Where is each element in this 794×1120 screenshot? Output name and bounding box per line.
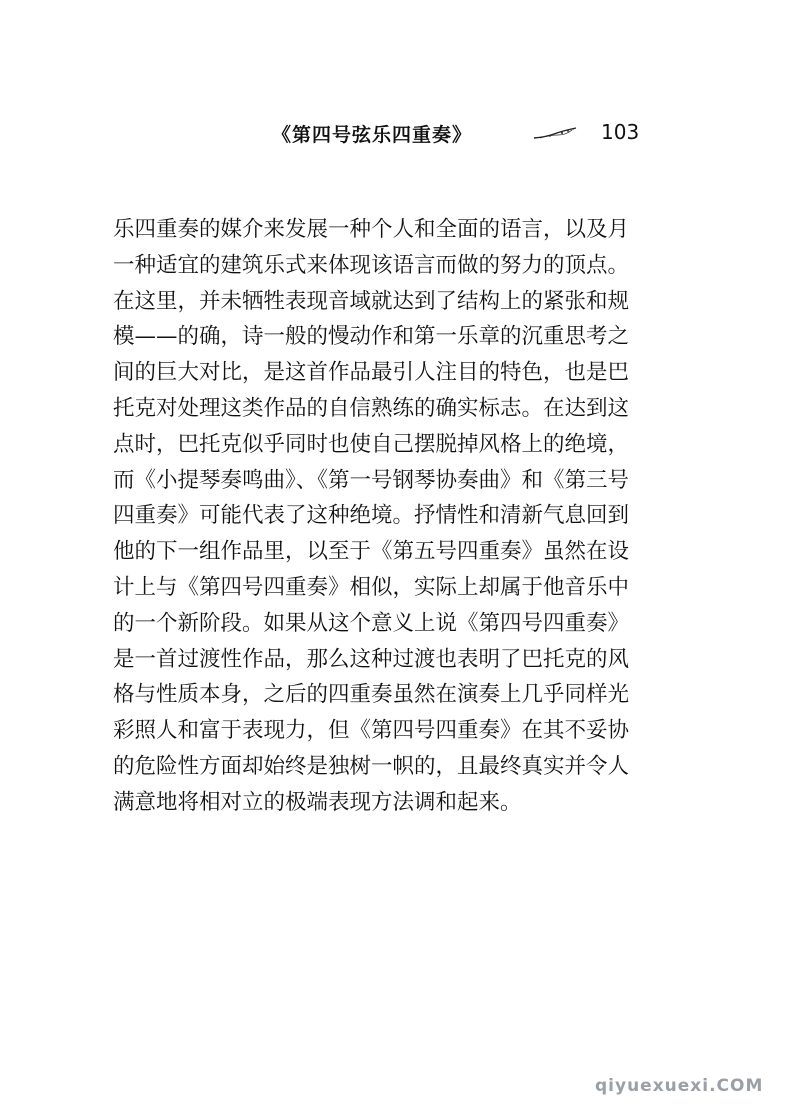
text-line: 满意地将相对立的极端表现方法调和起来。: [113, 789, 522, 815]
text-line: 而《小提琴奏鸣曲》、《第一号钢琴协奏曲》和《第三号: [113, 467, 630, 493]
text-line: 模——的确，诗一般的慢动作和第一乐章的沉重思考之: [113, 324, 630, 350]
text-line: 点时，巴托克似乎同时也使自己摆脱掉风格上的绝境，: [113, 431, 630, 457]
text-line: 他的下一组作品里，以至于《第五号四重奏》虽然在设: [113, 539, 630, 565]
text-line: 计上与《第四号四重奏》相似，实际上却属于他音乐中: [113, 574, 630, 600]
text-line: 乐四重奏的媒介来发展一种个人和全面的语言，以及月: [113, 217, 630, 242]
page-number: 103: [601, 120, 640, 144]
body-paragraph: [113, 212, 673, 821]
ornament-flourish-icon: [532, 126, 578, 140]
text-line: 一种适宜的建筑乐式来体现该语言而做的努力的顶点。: [113, 252, 630, 278]
text-line: 在这里，并未牺牲表现音域就达到了结构上的紧张和规: [113, 288, 630, 314]
text-line: 彩照人和富于表现力，但《第四号四重奏》在其不妥协: [113, 718, 630, 744]
text-line: 间的巨大对比，是这首作品最引人注目的特色，也是巴: [113, 360, 630, 386]
text-line: 的危险性方面却始终是独树一帜的，且最终真实并令人: [113, 753, 630, 779]
text-line: 的一个新阶段。如果从这个意义上说《第四号四重奏》: [113, 610, 630, 636]
site-watermark: qiyuexuexi.COM: [595, 1076, 764, 1096]
text-line: 托克对处理这类作品的自信熟练的确实标志。在达到这: [113, 395, 630, 421]
text-line: 是一首过渡性作品，那么这种过渡也表明了巴托克的风: [113, 646, 630, 672]
running-title: 《第四号弦乐四重奏》: [272, 124, 473, 146]
page-header: [0, 118, 794, 148]
text-line: 格与性质本身，之后的四重奏虽然在演奏上几乎同样光: [113, 682, 630, 708]
text-line: 四重奏》可能代表了这种绝境。抒情性和清新气息回到: [113, 503, 630, 529]
